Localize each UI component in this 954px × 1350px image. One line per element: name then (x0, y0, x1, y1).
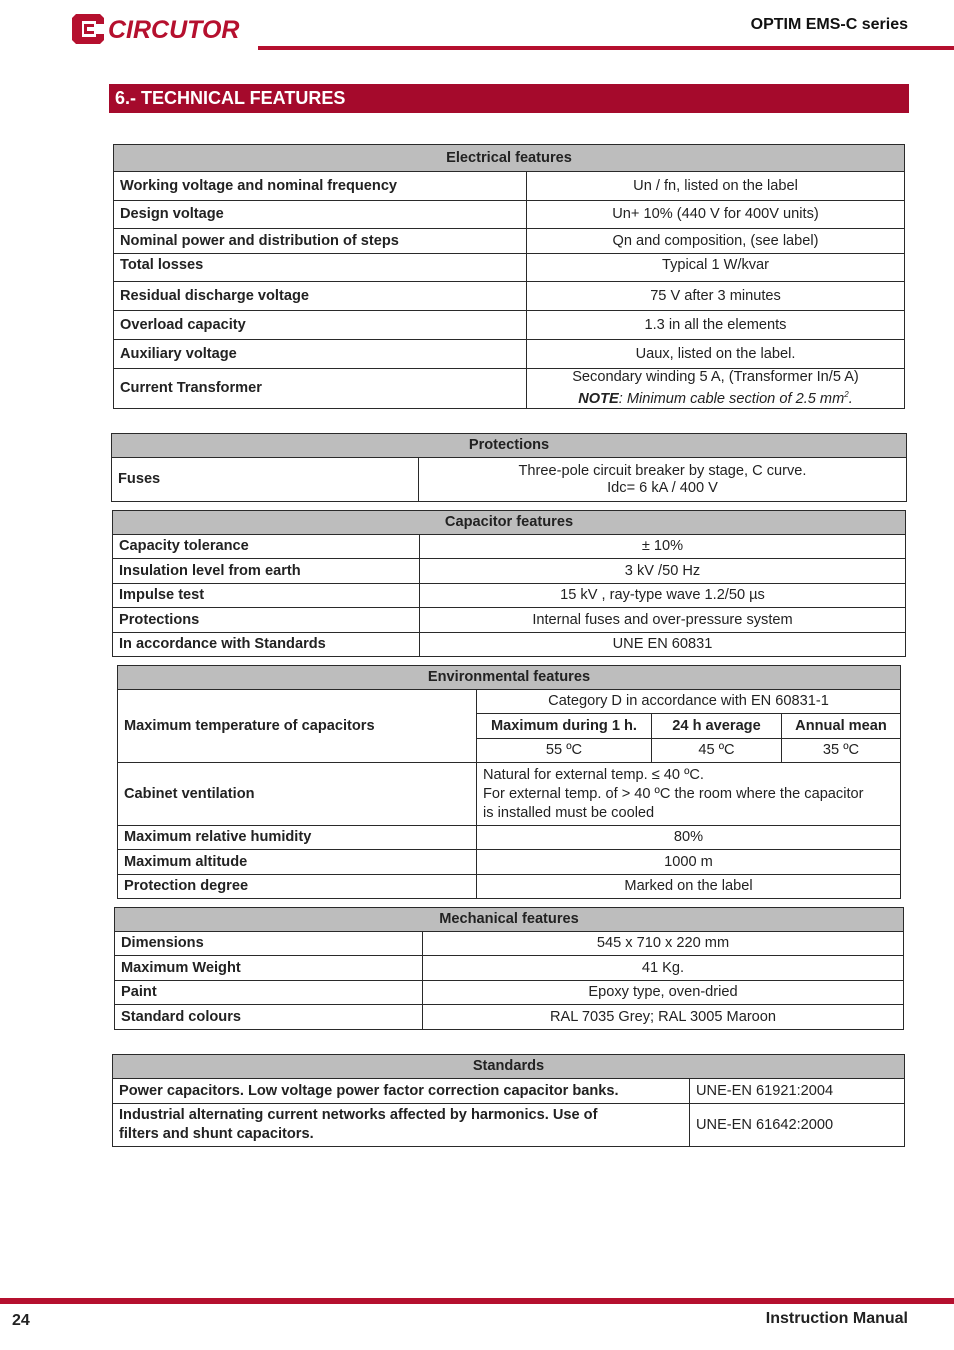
ct-label: Current Transformer (114, 369, 527, 409)
electrical-features-table (113, 144, 905, 409)
temp-value: 55 ºC (477, 739, 652, 763)
ventilation-value (477, 763, 901, 826)
protections-table (111, 433, 907, 502)
row-value: Marked on the label (477, 875, 901, 899)
note-text: : Minimum cable section of 2.5 mm (618, 390, 845, 407)
row-label: Working voltage and nominal frequency (114, 172, 527, 201)
row-value: Un / fn, listed on the label (527, 172, 905, 201)
value-line1: Three-pole circuit breaker by stage, C curve. (518, 462, 807, 479)
row-label: Residual discharge voltage (114, 282, 527, 311)
row-value: 1.3 in all the elements (527, 311, 905, 340)
row-label: Fuses (112, 458, 419, 502)
footer-divider (0, 1298, 954, 1304)
temp-category: Category D in accordance with EN 60831-1 (477, 690, 901, 714)
table-title: Mechanical features (115, 908, 904, 932)
row-value: 80% (477, 826, 901, 850)
ct-value (527, 369, 905, 409)
row-label (113, 1104, 690, 1147)
table-title: Environmental features (118, 666, 901, 690)
row-label: Power capacitors. Low voltage power factor correction capacitor banks. (113, 1079, 690, 1104)
row-label: Design voltage (114, 201, 527, 229)
standards-table (112, 1054, 905, 1147)
row-value: UNE-EN 61921:2004 (690, 1079, 905, 1104)
row-value: UNE-EN 61642:2000 (690, 1104, 905, 1147)
environmental-features-table (117, 665, 901, 899)
row-label: Protections (113, 608, 420, 633)
row-label: Total losses (114, 254, 527, 282)
row-label: Capacity tolerance (113, 535, 420, 559)
temp-label: Maximum temperature of capacitors (118, 690, 477, 763)
row-value: Qn and composition, (see label) (527, 229, 905, 254)
section-heading (109, 84, 909, 113)
value-line2: Idc= 6 kA / 400 V (607, 479, 718, 496)
row-value: 545 x 710 x 220 mm (423, 932, 904, 956)
row-label: Paint (115, 981, 423, 1005)
circutor-logo (70, 10, 250, 48)
temp-header: 24 h average (652, 714, 782, 739)
row-label: Protection degree (118, 875, 477, 899)
temp-header: Annual mean (782, 714, 901, 739)
ct-line1: Secondary winding 5 A, (Transformer In/5 A) (572, 369, 859, 386)
section-title: 6.- TECHNICAL FEATURES (115, 88, 346, 108)
row-value: Typical 1 W/kvar (527, 254, 905, 282)
row-label: Maximum altitude (118, 850, 477, 875)
table-title: Standards (113, 1055, 905, 1079)
manual-title: Instruction Manual (765, 1310, 908, 1327)
ventilation-line1: Natural for external temp. ≤ 40 ºC. (483, 766, 704, 783)
temp-value: 45 ºC (652, 739, 782, 763)
ventilation-line2: For external temp. of > 40 ºC the room where the capacitor (483, 785, 864, 802)
note-sup: 2 (844, 390, 849, 400)
row-value: 41 Kg. (423, 956, 904, 981)
row-value: ± 10% (420, 535, 906, 559)
row-label: Overload capacity (114, 311, 527, 340)
page-number: 24 (12, 1312, 30, 1329)
svg-text:CIRCUTOR: CIRCUTOR (108, 16, 240, 44)
temp-value: 35 ºC (782, 739, 901, 763)
header-divider (258, 46, 954, 50)
row-value: 75 V after 3 minutes (527, 282, 905, 311)
ventilation-label: Cabinet ventilation (118, 763, 477, 826)
row-label: In accordance with Standards (113, 633, 420, 657)
row-value: RAL 7035 Grey; RAL 3005 Maroon (423, 1005, 904, 1030)
row-label: Nominal power and distribution of steps (114, 229, 527, 254)
series-title: OPTIM EMS-C series (750, 16, 908, 33)
table-title: Protections (112, 434, 907, 458)
row-value (419, 458, 907, 502)
row-label: Maximum Weight (115, 956, 423, 981)
row-value: 1000 m (477, 850, 901, 875)
label-line1: Industrial alternating current networks affected by harmonics. Use of (119, 1107, 598, 1123)
row-label: Impulse test (113, 584, 420, 608)
row-value: Un+ 10% (440 V for 400V units) (527, 201, 905, 229)
row-value: Internal fuses and over-pressure system (420, 608, 906, 633)
table-title: Capacitor features (113, 511, 906, 535)
row-value: 3 kV /50 Hz (420, 559, 906, 584)
row-label: Maximum relative humidity (118, 826, 477, 850)
mechanical-features-table (114, 907, 904, 1030)
row-label: Standard colours (115, 1005, 423, 1030)
row-value: Epoxy type, oven-dried (423, 981, 904, 1005)
note-end: . (848, 390, 853, 407)
row-value: 15 kV , ray-type wave 1.2/50 µs (420, 584, 906, 608)
note-label: NOTE (578, 390, 619, 407)
row-value: UNE EN 60831 (420, 633, 906, 657)
temp-header: Maximum during 1 h. (477, 714, 652, 739)
ventilation-line3: is installed must be cooled (483, 804, 655, 821)
capacitor-features-table (112, 510, 906, 657)
row-label: Dimensions (115, 932, 423, 956)
label-line2: filters and shunt capacitors. (119, 1126, 314, 1142)
ct-note (533, 386, 898, 408)
row-label: Auxiliary voltage (114, 340, 527, 369)
row-value: Uaux, listed on the label. (527, 340, 905, 369)
table-title: Electrical features (114, 145, 905, 172)
row-label: Insulation level from earth (113, 559, 420, 584)
